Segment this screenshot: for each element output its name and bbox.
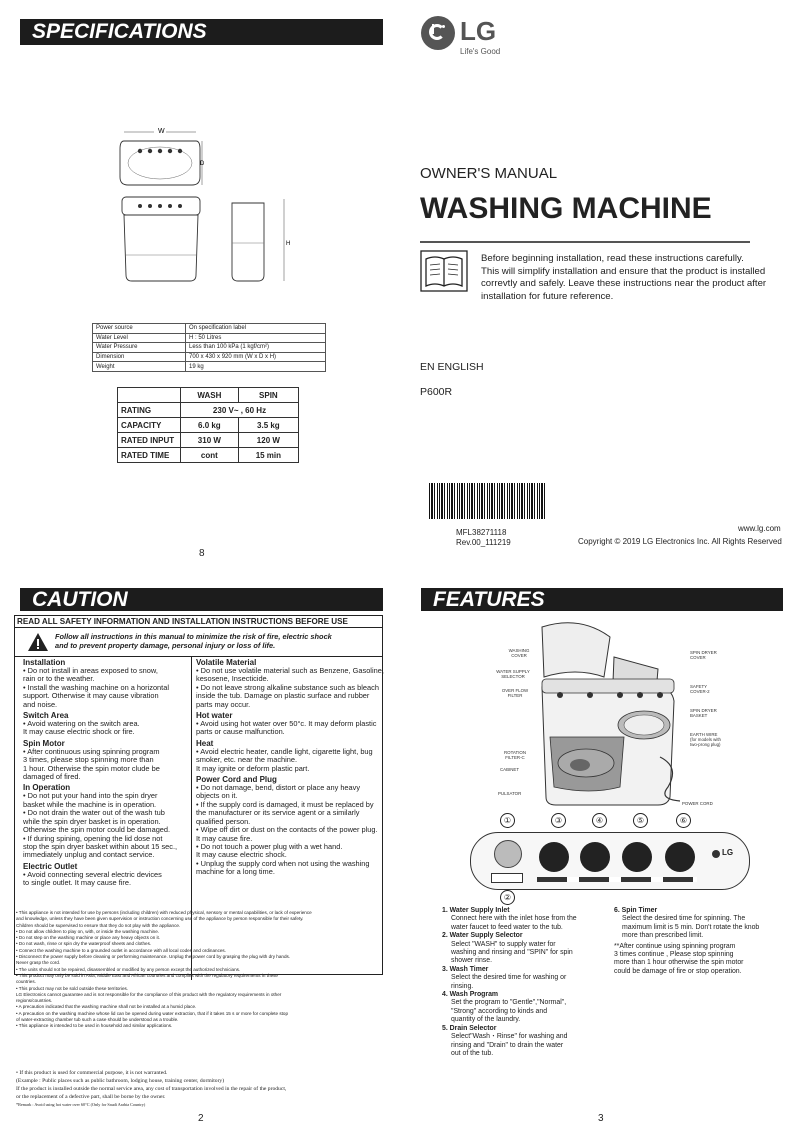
feature-line: out of the tub. [451, 1049, 494, 1057]
list-item: parts may occur. [196, 699, 251, 709]
spec-value: 700 x 430 x 920 mm (W x D x H) [186, 352, 326, 362]
small-print-line: Children should be supervised to ensure that they do not play with the appliance. [16, 922, 181, 928]
list-item: Otherwise the spin motor could be damaged. [23, 825, 171, 835]
product-title: WASHING MACHINE [420, 192, 712, 225]
feature-title: 6. Spin Timer [614, 907, 658, 914]
list-item: • Do not install in areas exposed to snow, [23, 666, 158, 675]
page-number: 3 [598, 1113, 604, 1124]
small-print-line: • This product may only be sold in Asia, Middle East and African countries and complies with the regulatory requirements in these [16, 972, 278, 978]
feature-title: 4. Wash Program [442, 991, 499, 999]
label-pulsator: PULSATOR [498, 791, 522, 796]
caution-header: CAUTION [20, 588, 383, 611]
spec-value: 19 kg [186, 362, 326, 372]
feature-note: could be damage of fire or stop operation. [614, 967, 742, 975]
small-print-line: • This appliance is not intended for use by persons (including children) with reduced physical, sensory or mental capabilities, or lack of experience [16, 910, 312, 915]
feature-line: shower rinse. [451, 957, 492, 965]
list-item: parts or cause malfunction. [196, 727, 285, 737]
dim-h-label: H [286, 241, 291, 247]
warning-icon [27, 632, 49, 652]
feature-note: 3 times continue , Please stop spinning [614, 951, 734, 959]
list-item: smoker, etc. near the machine. [196, 755, 298, 765]
feature-note: more than 1 hour otherwise the spin motor [614, 959, 744, 967]
machine-dimension-drawing [118, 125, 298, 295]
caution-left-column [23, 656, 189, 888]
list-item: inside the tub. Damage on plastic surface and rubber [196, 691, 370, 701]
spec-value: H : 50 Litres [186, 333, 326, 343]
label-line: BASKET [690, 713, 708, 718]
list-item: damaged of fired. [23, 772, 81, 782]
list-item: machine for a long time. [196, 867, 275, 877]
features-header: FEATURES [421, 588, 783, 611]
feature-line: Select the desired time for spinning. The [622, 915, 746, 923]
spin-value: 3.5 kg [238, 418, 298, 433]
page-number: 2 [198, 1113, 204, 1124]
label-line: two-prong plug) [690, 742, 721, 747]
footer-note: • If this product is used for commercial purpose, it is not warranted. [16, 1070, 168, 1076]
feature-line: Set the program to "Gentle","Normal", [451, 999, 567, 1007]
feature-line: Select"Wash・Rinse" for washing and [451, 1033, 568, 1041]
list-item: • Avoid watering on the switch area. [23, 719, 140, 729]
callout-5: ⑤ [633, 813, 648, 828]
list-item: It may ignite or deform plastic part. [196, 763, 310, 773]
callout-2: ② [500, 890, 515, 905]
list-item: kesosene, Insecticide. [196, 674, 269, 684]
specification-table [92, 323, 326, 372]
list-item: • After continuous using spinning program [23, 746, 160, 756]
drain-selector-knob[interactable] [622, 842, 652, 872]
small-print-line: LG Electronics cannot guarantee and is not responsible for the compliance of this product with the regulatory requirements in other [16, 991, 282, 997]
label-line: SELECTOR [501, 674, 525, 679]
column-header: SPIN [238, 388, 298, 403]
small-print-line: • This appliance is intended to be used in household and similar applications. [16, 1023, 173, 1029]
feature-title: 1. Water Supply Inlet [442, 907, 510, 914]
callout-1: ① [500, 813, 515, 828]
footer-notes [16, 1069, 286, 1109]
copyright-text: Copyright © 2019 LG Electronics Inc. All Rights Reserved [578, 537, 782, 546]
small-print [16, 910, 382, 1030]
intro-line: Before beginning installation, read these instructions carefully. [481, 253, 744, 264]
lg-logo-icon [421, 16, 455, 50]
brand-logo-text: LG [460, 16, 497, 46]
rating-label: RATING [118, 403, 181, 418]
label-line: (for models with [690, 737, 721, 742]
label-line: WASHING [508, 648, 530, 653]
wash-value: 6.0 kg [181, 418, 239, 433]
row-label: CAPACITY [118, 418, 181, 433]
barcode [429, 483, 546, 519]
small-print-line: • Disconnect the power supply before cleaning or performing maintenance. Unplug the power cord by grasping the plug with dry hands. [16, 954, 291, 960]
table-row [93, 343, 326, 353]
label-line: SPIN DRYER [690, 708, 717, 713]
label-line: COVER [690, 655, 706, 660]
small-print-line: • The units should not be repaired, disassembled or modified by any person except the authorized technicians. [16, 966, 241, 972]
washing-machine-illustration [540, 617, 690, 807]
list-item: objects on it. [196, 791, 238, 801]
panel-brand: LG [722, 848, 734, 857]
small-print-line: • A precaution on the washing machine whose lid can be opened during water extraction, that if it takes 15 s or more for complete stop [16, 1010, 289, 1016]
feature-line: maximum limit is 5 min. Don't rotate the knob [622, 923, 760, 931]
row-label: RATED TIME [118, 448, 181, 463]
list-item: basket while the machine is in operation. [23, 799, 157, 809]
row-label: RATED INPUT [118, 433, 181, 448]
notice-line: Follow all instructions in this manual to minimize the risk of fire, electric shock [55, 632, 332, 641]
list-item: It may cause fire. [196, 833, 253, 843]
spec-key: Water Pressure [93, 343, 186, 353]
wash-value: cont [181, 448, 239, 463]
table-row [93, 333, 326, 343]
spec-value: Less than 100 kPa (1 kgf/cm²) [186, 343, 326, 353]
list-item: rain or to the weather. [23, 674, 95, 684]
list-item: • If the supply cord is damaged, it must be replaced by [196, 799, 374, 809]
label-line: EARTH WIRE [690, 732, 718, 737]
spin-value: 15 min [238, 448, 298, 463]
knob-labels-strip [537, 877, 697, 882]
wash-value: 310 W [181, 433, 239, 448]
feature-line: rinsing and "Drain" to drain the water [451, 1041, 564, 1049]
column-header: WASH [181, 388, 239, 403]
list-item: • Do not touch a power plug with a wet hand. [196, 841, 343, 851]
label-over-flow-filter [490, 688, 540, 698]
table-row [118, 448, 299, 463]
feature-line: Connect here with the inlet hose from the [451, 915, 577, 923]
feature-line: rinsing. [451, 982, 474, 990]
website-link[interactable]: www.lg.com [738, 524, 781, 533]
list-item: 1 hour. Otherwise the spin motor clude be [23, 763, 160, 773]
book-icon [420, 250, 468, 292]
small-print-line: • This product may not be sold outside these territories. [16, 985, 129, 991]
section-title: Switch Area [23, 711, 69, 721]
small-print-line: • Do not step on the washing machine or place any heavy objects on it. [16, 935, 161, 941]
feature-line: quantity of the laundry. [451, 1016, 521, 1024]
footer-note: or the replacement of a defective part, shall be borne by the owner. [16, 1094, 166, 1100]
section-title: Spin Motor [23, 738, 65, 748]
label-line: COVER [511, 653, 527, 658]
table-row [118, 403, 299, 418]
label-line: ROTATION [503, 750, 527, 755]
table-row [118, 433, 299, 448]
spin-timer-knob[interactable] [665, 842, 695, 872]
label-spin-dryer-basket [690, 708, 717, 718]
part-number: MFL38271118 [456, 528, 507, 537]
list-item: • Wipe off dirt or dust on the contacts of the power plug. [196, 825, 378, 835]
table-row [93, 352, 326, 362]
label-rotation-filter [493, 750, 537, 760]
list-item: It may cause electric shock or fire. [23, 727, 135, 737]
spec-key: Dimension [93, 352, 186, 362]
spec-key: Weight [93, 362, 186, 372]
list-item: to single outlet. It may cause fire. [23, 878, 132, 888]
section-title: Installation [23, 658, 66, 667]
spin-value: 120 W [238, 433, 298, 448]
callout-6: ⑥ [676, 813, 691, 828]
label-line: OVER FLOW [501, 688, 529, 693]
footer-note: *Remark : Avoid using hot water over 60°C (Only for Saudi Arabia Country) [16, 1102, 146, 1107]
panel-logo-icon [712, 850, 720, 858]
feature-title: 2. Water Supply Selector [442, 932, 523, 940]
label-line: SPIN DRYER [690, 650, 717, 655]
list-item: • Do not leave strong alkaline substance such as bleach [196, 682, 379, 692]
small-print-line: • A precaution indicated that the washing machine shall not be installed at a humid place. [16, 1004, 197, 1010]
section-title: Electric Outlet [23, 861, 78, 871]
feature-line: Select the desired time for washing or [451, 974, 567, 982]
small-print-line: countries. [16, 979, 36, 985]
footer-note: If the product is installed outside the normal service area, any cost of transportation involved in the repair of the product, [16, 1086, 287, 1092]
intro-line: This will simplify installation and ensure that the product is installed [481, 265, 766, 277]
section-title: Heat [196, 738, 214, 748]
revision-label: Rev.00_111219 [456, 538, 511, 547]
list-item: • Do not use volatile material such as Benzene, Gasoline, [196, 666, 384, 675]
section-title: Volatile Material [196, 658, 257, 667]
spec-key: Power source [93, 324, 186, 334]
list-item: • Do not put your hand into the spin dryer [23, 791, 158, 801]
section-title: Hot water [196, 711, 233, 721]
intro-line: correvtly and safely. Leave these instructions near the product after [481, 278, 767, 290]
feature-line: washing and rinsing and "SPIN" for spin [451, 949, 573, 957]
small-print-line: Never grasp the cord. [16, 960, 61, 966]
table-row [93, 362, 326, 372]
owners-manual-label: OWNER'S MANUAL [420, 165, 558, 182]
list-item: while the spin dryer basket is in operation. [23, 816, 161, 826]
label-safety-cover [690, 684, 710, 694]
feature-note: **After continue using spinning program [614, 942, 736, 950]
wash-program-knob[interactable] [580, 842, 610, 872]
brand-tagline: Life's Good [460, 47, 501, 56]
features-column-1 [442, 907, 607, 1058]
label-washing-cover [495, 648, 543, 658]
language-label: EN ENGLISH [420, 361, 484, 373]
small-print-line: • Do not allow children to play on, with, or inside the washing machine. [16, 928, 160, 934]
label-line: WATER SUPPLY [496, 669, 530, 674]
model-number: P600R [420, 386, 453, 398]
label-power-cord: POWER CORD [682, 801, 713, 806]
section-title: In Operation [23, 783, 71, 793]
small-print-line: of water-extracting chamber tub such a case should be understood as a trouble. [16, 1017, 179, 1023]
feature-title: 5. Drain Selector [442, 1024, 497, 1032]
caution-banner: READ ALL SAFETY INFORMATION AND INSTALLATION INSTRUCTIONS BEFORE USE [15, 616, 382, 628]
table-row [118, 418, 299, 433]
small-print-line: and knowledge, unless they have been given supervision or instruction concerning use of the appliance by person responsible for their safety. [16, 916, 304, 922]
label-spin-dryer-cover [690, 650, 717, 660]
list-item: • Unplug the supply cord when not using the washing [196, 858, 370, 868]
dim-d-label: D [200, 161, 205, 167]
label-line: FILTER-C [505, 755, 525, 760]
spec-value: On specification label [186, 324, 326, 334]
feature-line: water faucet to feed water to the tub. [451, 923, 563, 931]
list-item: qualified person. [196, 816, 251, 826]
caution-right-column [196, 656, 384, 877]
water-supply-inlet [494, 840, 522, 868]
list-item: stop the spin dryer basket within about 15 sec., [23, 841, 178, 851]
wash-timer-knob[interactable] [539, 842, 569, 872]
small-print-line: • Connect the washing machine to a grounded outlet in accordance with all local codes and ordinances. [16, 947, 226, 953]
caution-notice [55, 632, 332, 651]
small-print-line: regions/countries. [16, 998, 53, 1004]
water-supply-selector[interactable] [491, 873, 523, 883]
feature-title: 3. Wash Timer [442, 965, 489, 973]
divider [420, 241, 750, 243]
table-row [118, 388, 299, 403]
dim-w-label: W [158, 128, 165, 135]
callout-3: ③ [551, 813, 566, 828]
list-item: support. Otherwise it may cause vibration [23, 691, 159, 701]
list-item: the manufacturer or its service agent or a similarly [196, 808, 360, 818]
small-print-line: • Do not wash, rinse or spin dry the waterproof sheets and clothes. [16, 941, 152, 947]
page-number: 8 [199, 548, 205, 559]
label-line: FILTER [507, 693, 523, 698]
feature-line: "Strong" according to kinds and [451, 1007, 548, 1015]
feature-line: more than prescribed limit. [622, 932, 704, 940]
label-water-supply-selector [483, 669, 543, 679]
spec-key: Water Level [93, 333, 186, 343]
intro-line: installation for future reference. [481, 290, 614, 302]
list-item: • Do not drain the water out of the wash tub [23, 808, 165, 818]
rating-value: 230 V~ , 60 Hz [181, 403, 299, 418]
section-title: Power Cord and Plug [196, 775, 277, 785]
label-line: SAFETY [690, 684, 708, 689]
notice-line: and to prevent property damage, personal injury or loss of life. [55, 641, 276, 651]
feature-line: Select "WASH" to supply water for [451, 940, 556, 948]
rating-table [117, 387, 299, 463]
list-item: • If during spining, opening the lid dose not [23, 833, 163, 843]
features-column-2 [614, 907, 789, 976]
label-line: COVER-2 [690, 689, 710, 694]
label-earth-wire [690, 732, 721, 747]
list-item: • Install the washing machine on a horizontal [23, 682, 169, 692]
callout-4: ④ [592, 813, 607, 828]
specifications-header: SPECIFICATIONS [20, 19, 383, 45]
list-item: • Avoid using hot water over 50°c. It may deform plastic [196, 719, 377, 729]
footer-note: (Example : Public places such as public bathroom, lodging house, training center, dormitory) [16, 1078, 225, 1084]
list-item: • Do not damage, bend, distort or place any heavy [196, 783, 361, 793]
list-item: • Avoid connecting several electric devices [23, 869, 162, 879]
table-row [93, 324, 326, 334]
list-item: and noise. [23, 699, 58, 709]
list-item: 3 times, please stop spinning more than [23, 755, 154, 765]
list-item: It may cause electric shock. [196, 850, 287, 860]
list-item: immediately unplug and contact service. [23, 850, 155, 860]
label-cabinet: CABINET [500, 767, 520, 772]
intro-text [481, 253, 766, 303]
list-item: • Avoid electric heater, candle light, cigarette light, bug [196, 746, 373, 756]
